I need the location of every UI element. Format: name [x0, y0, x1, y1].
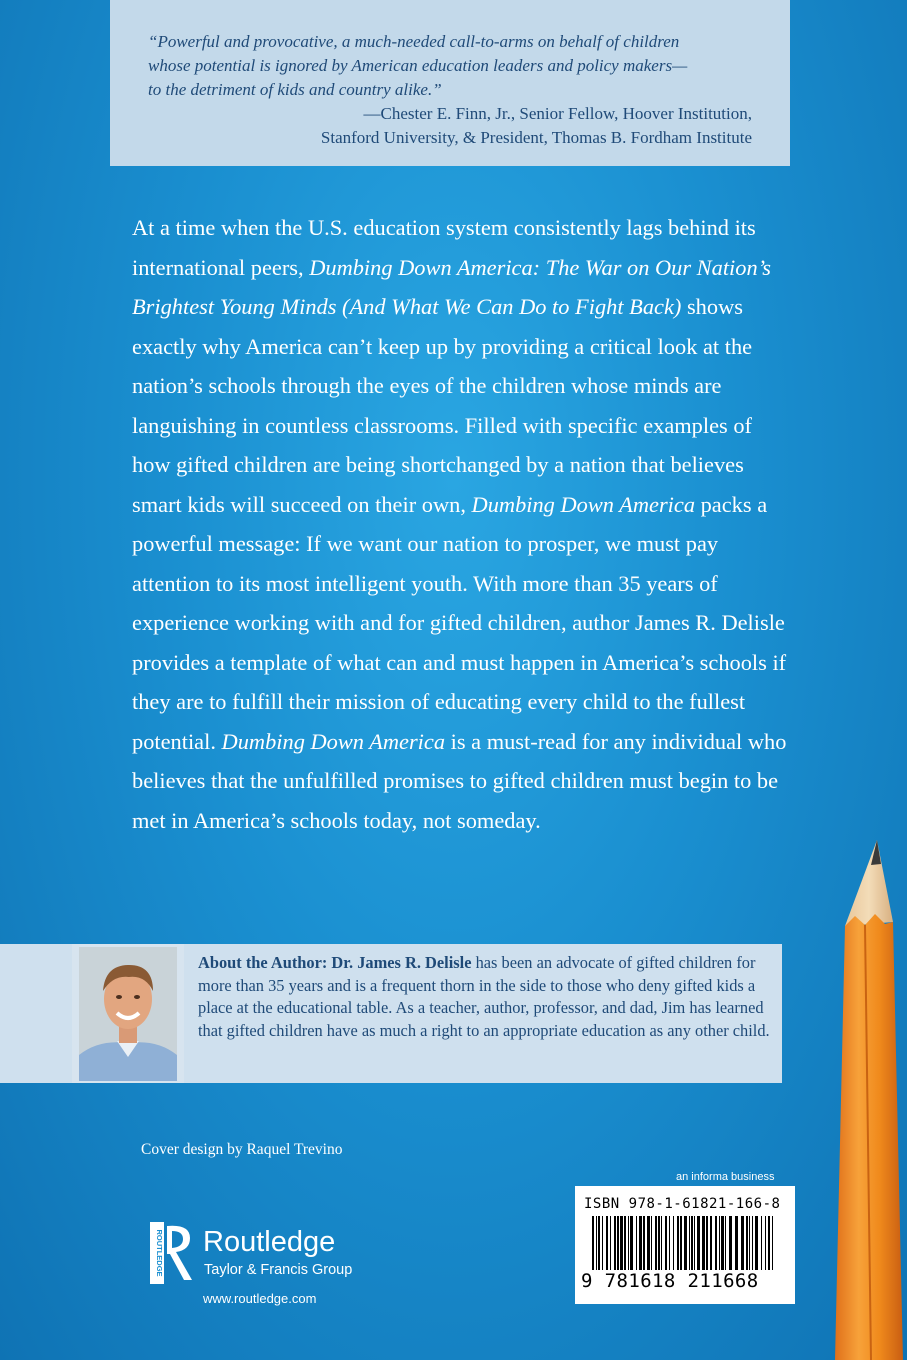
routledge-logo-text: ROUTLEDGE — [155, 1229, 164, 1277]
barcode-bar — [697, 1216, 700, 1270]
barcode-bar — [669, 1216, 670, 1270]
barcode-bar — [772, 1216, 773, 1270]
barcode-bar — [684, 1216, 687, 1270]
barcode-bar — [746, 1216, 748, 1270]
barcode-bar — [710, 1216, 712, 1270]
barcode-bar — [651, 1216, 652, 1270]
barcode-bar — [761, 1216, 762, 1270]
barcode-bar — [602, 1216, 603, 1270]
book-description: At a time when the U.S. education system consistently lags behind its international peers, Dumbing Down America: The War on Our Nation’s Brightest Young Minds (And What We Can Do to Fight Back) shows exactly why America can’t keep up by providing a critical look at the nation’s schools through the eyes of the children whose minds are languishing in countless classrooms. Filled with specific examples of how gifted children are being shortchanged by a nation that believes smart kids will succeed on their own, Dumbing Down America packs a powerful message: If we want our nation to prosper, we must pay attention to its most intelligent youth. With more than 35 years of experience working with and for gifted children, author James R. Delisle provides a template of what can and must happen in America’s schools if they are to fulfill their mission of educating every child to the fullest potential. Dumbing Down America is a must-read for any individual who believes that the unfulfilled promises to gifted children must begin to be met in America’s schools today, not someday. — [132, 215, 787, 833]
endorsement-quote-box — [110, 0, 790, 166]
barcode-bar — [694, 1216, 695, 1270]
barcode-bar — [624, 1216, 626, 1270]
barcode-bar — [768, 1216, 770, 1270]
barcode-bar — [596, 1216, 597, 1270]
barcode-bars — [592, 1216, 778, 1270]
book-title-italic: Dumbing Down America — [471, 491, 696, 517]
barcode-bar — [706, 1216, 708, 1270]
barcode-bar — [655, 1216, 657, 1270]
isbn-barcode — [575, 1186, 795, 1304]
author-photo — [72, 944, 184, 1083]
barcode-bar — [617, 1216, 619, 1270]
isbn-label: ISBN 978-1-61821-166-8 — [584, 1196, 781, 1212]
barcode-bar — [620, 1216, 623, 1270]
barcode-bar — [755, 1216, 758, 1270]
about-author-text: About the Author: Dr. James R. Delisle has been an advocate of gifted children for more than 35 years and is a frequent thorn in the side to those who deny gifted kids a place at the educational table. As a teacher, author, professor, and dad, Jim has learned that gifted children have as much a right to an appropriate education as any other child. — [198, 953, 770, 1040]
barcode-bar — [721, 1216, 724, 1270]
barcode-bar — [677, 1216, 679, 1270]
endorsement-attribution: —Chester E. Finn, Jr., Senior Fellow, Hoover Institution, Stanford University, & President, Thomas B. Fordham Institute — [320, 104, 752, 147]
barcode-bar — [658, 1216, 660, 1270]
publisher-group: Taylor & Francis Group — [204, 1262, 353, 1278]
routledge-logo-icon — [150, 1222, 196, 1284]
barcode-bar — [606, 1216, 608, 1270]
barcode-bar — [715, 1216, 717, 1270]
barcode-bar — [643, 1216, 645, 1270]
barcode-bar — [691, 1216, 693, 1270]
barcode-bar — [725, 1216, 726, 1270]
publisher-name: Routledge — [203, 1226, 336, 1258]
barcode-bar — [765, 1216, 766, 1270]
barcode-bar — [673, 1216, 674, 1270]
barcode-bar — [735, 1216, 738, 1270]
barcode-bar — [729, 1216, 732, 1270]
isbn-digits: 9 781618 211668 — [581, 1270, 759, 1292]
barcode-bar — [661, 1216, 662, 1270]
endorsement-quote: “Powerful and provocative, a much-needed call-to-arms on behalf of children whose potential is ignored by American education leaders and policy makers— to the detriment of kids and country alike.” — [148, 32, 688, 99]
barcode-bar — [680, 1216, 682, 1270]
book-title-italic: Dumbing Down America: The War on Our Nation’s Brightest Young Minds (And What We Can Do to Fight Back) — [132, 254, 771, 319]
cover-design-credit: Cover design by Raquel Trevino — [141, 1141, 343, 1158]
barcode-bar — [639, 1216, 642, 1270]
barcode-bar — [614, 1216, 616, 1270]
barcode-bar — [719, 1216, 720, 1270]
publisher-url: www.routledge.com — [203, 1291, 317, 1306]
barcode-bar — [630, 1216, 633, 1270]
pencil-illustration — [815, 830, 907, 1360]
barcode-bar — [749, 1216, 750, 1270]
barcode-bar — [592, 1216, 594, 1270]
barcode-bar — [741, 1216, 744, 1270]
barcode-bar — [702, 1216, 705, 1270]
barcode-bar — [610, 1216, 611, 1270]
barcode-bar — [689, 1216, 690, 1270]
barcode-bar — [628, 1216, 629, 1270]
barcode-bar — [665, 1216, 667, 1270]
barcode-bar — [752, 1216, 753, 1270]
barcode-bar — [636, 1216, 637, 1270]
barcode-bar — [647, 1216, 650, 1270]
informa-tagline: an informa business — [676, 1171, 775, 1183]
barcode-bar — [598, 1216, 600, 1270]
book-title-italic: Dumbing Down America — [221, 728, 446, 754]
